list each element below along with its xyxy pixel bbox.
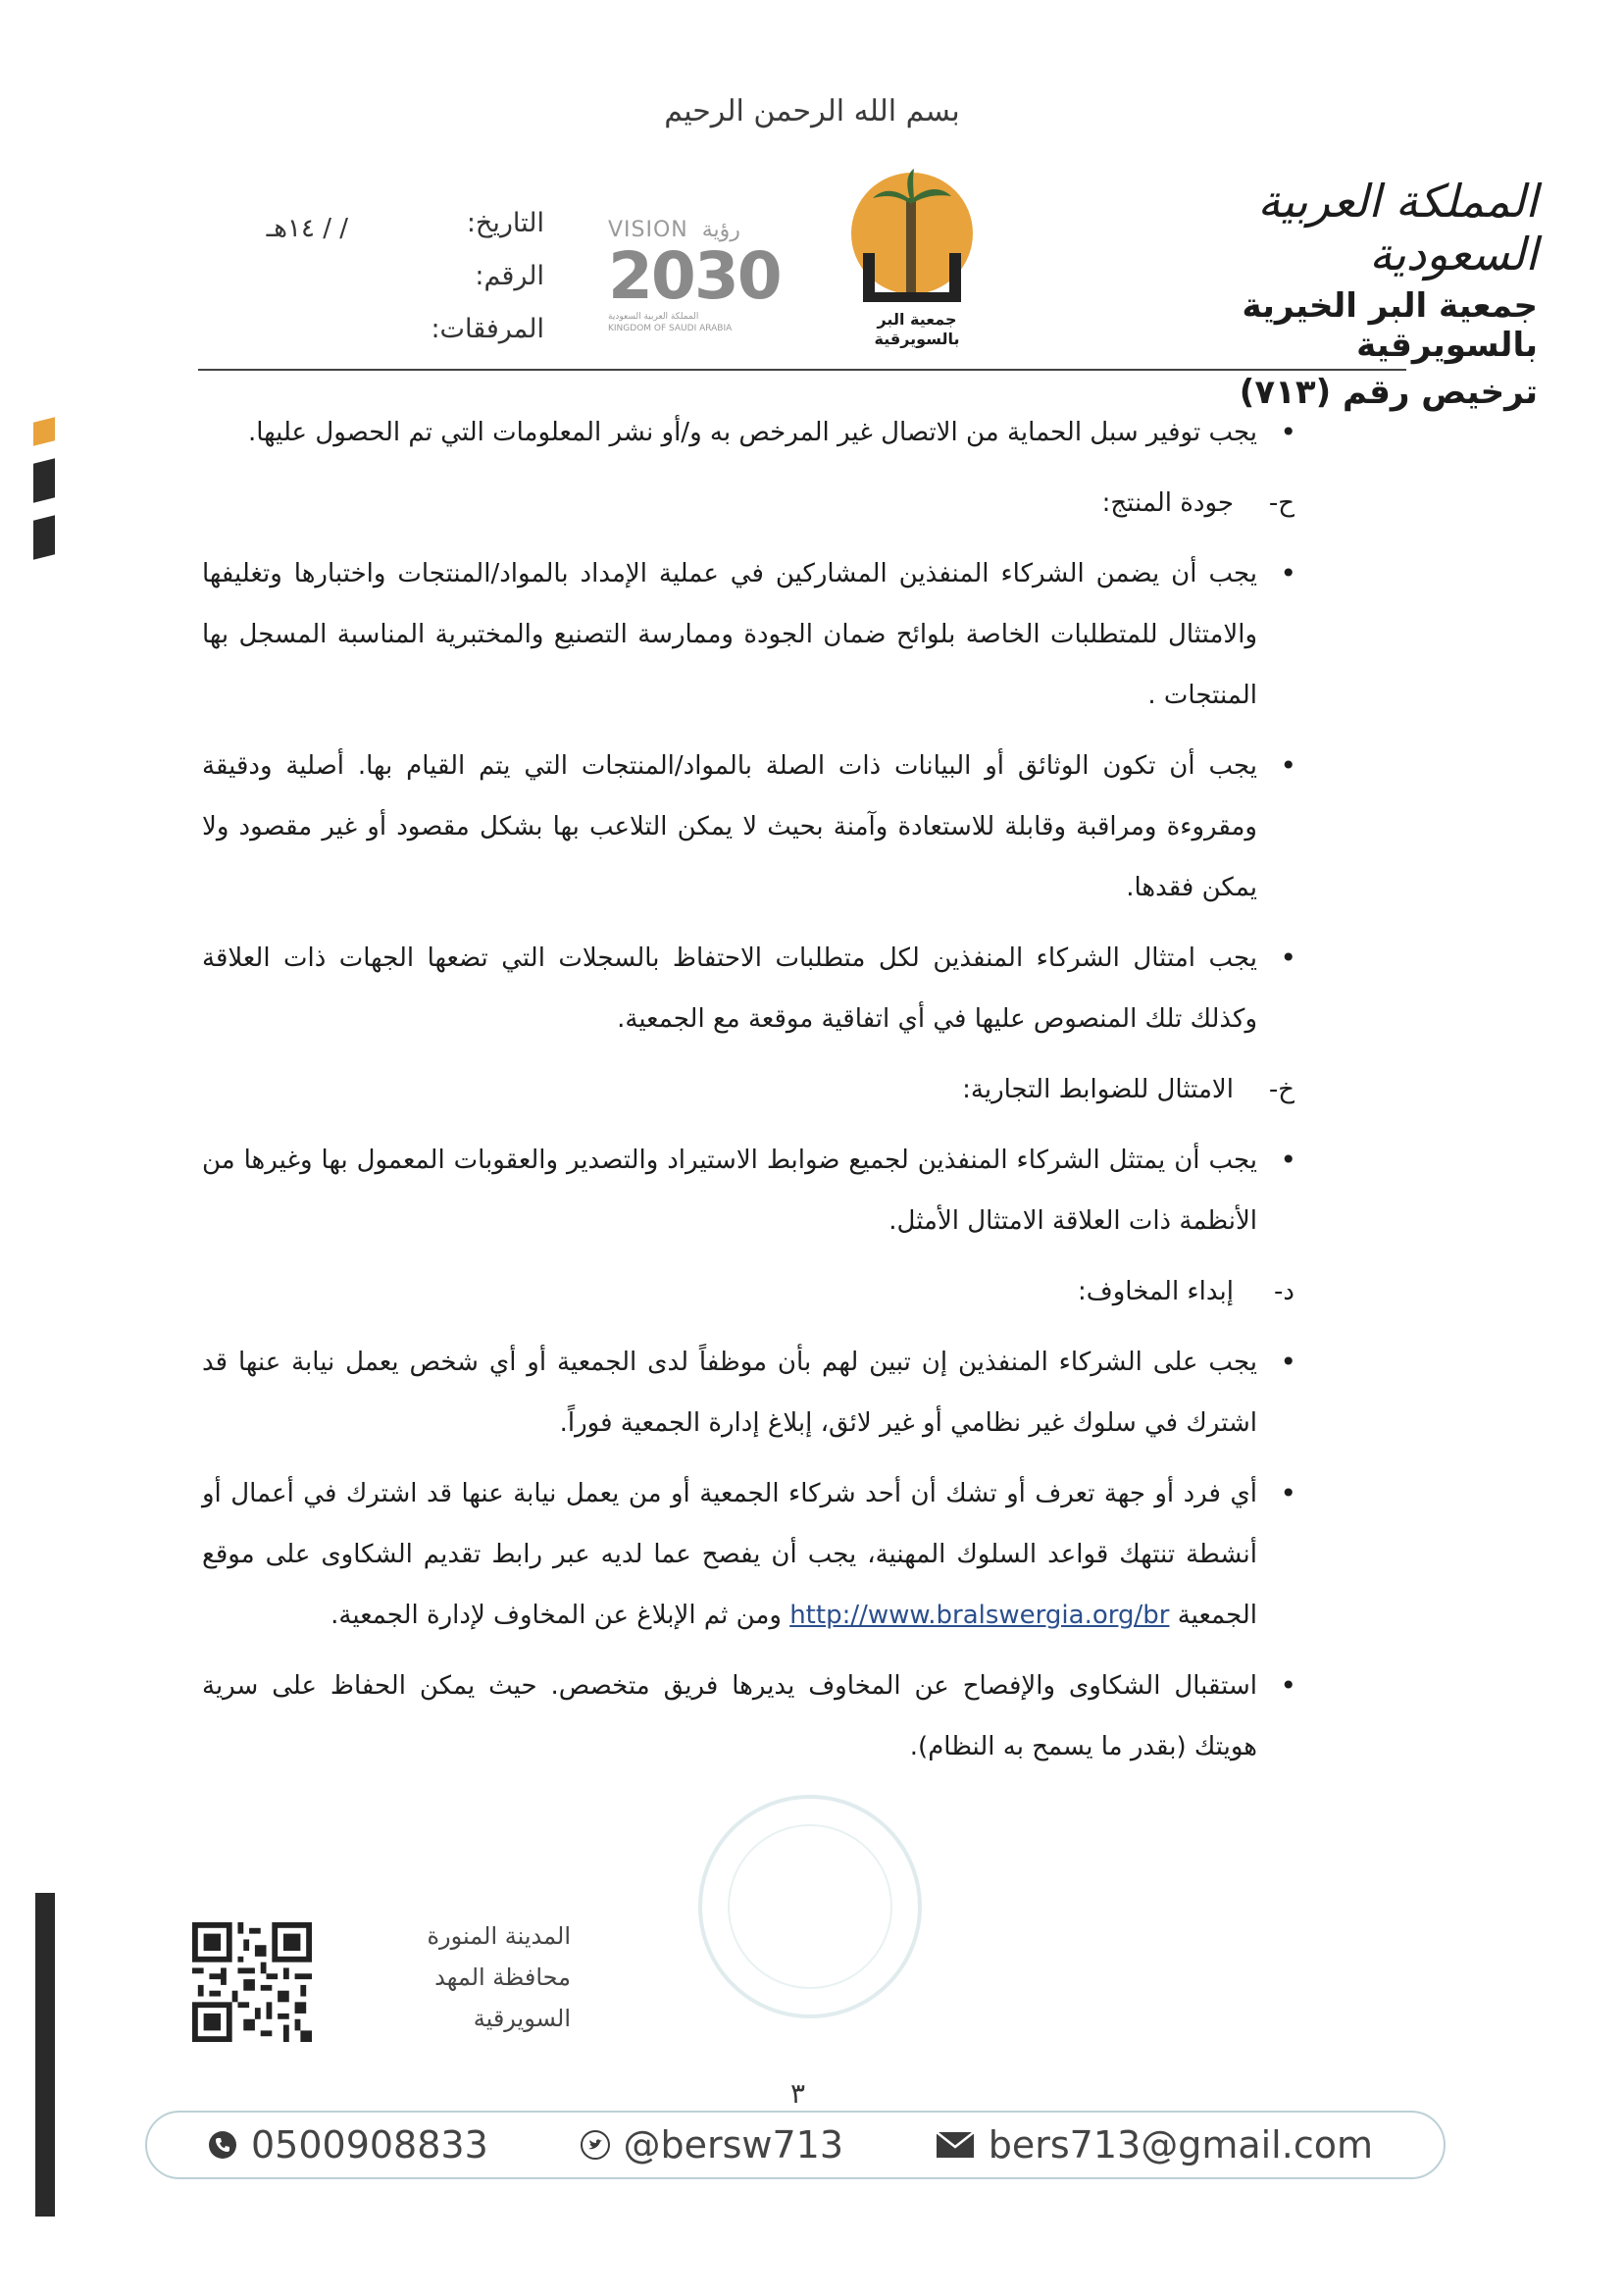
contact-bar xyxy=(145,2111,1446,2179)
page-number: ٣ xyxy=(790,2077,806,2110)
date-value: / / ١٤هـ xyxy=(266,214,348,243)
section-heading-quality xyxy=(202,473,1300,534)
email-address: bers713@gmail.com xyxy=(988,2123,1373,2167)
twitter-handle: @bersw713 xyxy=(623,2123,844,2167)
bullet-report-misconduct: • يجب على الشركاء المنفذين إن تبين لهم بأن موظفاً لدى الجمعية أو أي شخص يعمل نيابة عنها قد اشترك في سلوك غير نظامي أو غير لائق، إبلاغ إدارة الجمعية فوراً. xyxy=(202,1332,1300,1453)
vision-year: 2030 xyxy=(608,238,781,314)
section-letter: خ- xyxy=(1268,1075,1294,1104)
address-village: السويرقية xyxy=(473,2005,571,2032)
vision-label-ar: رؤية xyxy=(701,218,740,242)
section-title: جودة المنتج: xyxy=(1101,488,1234,518)
phone-icon xyxy=(208,2130,237,2160)
attachments-label: المرفقات: xyxy=(431,314,544,344)
vision-label-en: VISION xyxy=(608,218,688,242)
basmala: بسم الله الرحمن الرحيم xyxy=(664,94,960,128)
logo-caption: جمعية البر بالسويرقية xyxy=(874,310,960,348)
twitter-icon xyxy=(581,2130,610,2160)
phone-number: 0500908833 xyxy=(251,2123,488,2167)
vision-sub-en: KINGDOM OF SAUDI ARABIA xyxy=(608,324,733,333)
contact-email[interactable] xyxy=(936,2123,1373,2167)
bullet-complaints-link xyxy=(202,1463,1300,1646)
address-governorate: محافظة المهد xyxy=(434,1963,571,1991)
complaints-text-2: ومن ثم الإبلاغ عن المخاوف لإدارة الجمعية. xyxy=(330,1601,782,1630)
org-logo xyxy=(849,165,985,349)
bullet-documents: • يجب أن تكون الوثائق أو البيانات ذات الصلة بالمواد/المنتجات التي يتم القيام بها. أصلية ودقيقة ومقروءة ومراقبة وقابلة للاستعادة وآمنة بحيث لا يمكن التلاعب بها بشكل مقصود أو غير مقصود ولا يمكن فقدها. xyxy=(202,736,1300,918)
bullet-quality-assurance: • يجب أن يضمن الشركاء المنفذين المشاركين في عملية الإمداد بالمواد/المنتجات واختبارها وتغليفها والامتثال للمتطلبات الخاصة بلوائح ضمان الجودة وممارسة التصنيع والمختبرية المناسبة المسجل بها المنتجات . xyxy=(202,543,1300,726)
section-title: إبداء المخاوف: xyxy=(1078,1277,1234,1306)
org-header xyxy=(1077,175,1538,412)
document-body xyxy=(202,402,1300,1787)
complaints-text-1: أي فرد أو جهة تعرف أو تشك أن أحد شركاء الجمعية أو من يعمل نيابة عنها قد اشترك في أعمال أو أنشطة تنتهك قواعد السلوك المهنية، يجب أن يفصح عما لديه عبر رابط تقديم الشكاوى على موقع الجمعية xyxy=(202,1479,1257,1630)
org-name: جمعية البر الخيرية بالسويرقية xyxy=(1242,286,1538,365)
vision-sub-ar: المملكة العربية السعودية xyxy=(608,312,699,322)
number-label: الرقم: xyxy=(475,261,544,291)
bullet-confidentiality: • استقبال الشكاوى والإفصاح عن المخاوف يديرها فريق متخصص. حيث يمكن الحفاظ على سرية هويتك (بقدر ما يسمح به النظام). xyxy=(202,1656,1300,1777)
section-heading-trade xyxy=(202,1059,1300,1120)
mail-icon xyxy=(936,2131,975,2159)
section-heading-concerns xyxy=(202,1261,1300,1322)
section-letter: ح- xyxy=(1268,488,1294,518)
license-number: ترخيص رقم (٧١٣) xyxy=(1239,373,1538,412)
palm-logo-icon xyxy=(849,165,985,312)
address-city: المدينة المنورة xyxy=(427,1922,571,1950)
edge-stripe-dark xyxy=(35,1893,55,2217)
bullet-trade-controls: • يجب أن يمتثل الشركاء المنفذين لجميع ضوابط الاستيراد والتصدير والعقوبات المعمول بها وغيرها من الأنظمة ذات العلاقة الامتثال الأمثل. xyxy=(202,1130,1300,1251)
qr-code-icon xyxy=(192,1922,312,2042)
address-block xyxy=(324,1922,571,2046)
section-title: الامتثال للضوابط التجارية: xyxy=(962,1075,1234,1104)
bullet-protection: • يجب توفير سبل الحماية من الاتصال غير المرخص به و/أو نشر المعلومات التي تم الحصول عليها. xyxy=(202,402,1300,463)
date-label: التاريخ: xyxy=(466,208,544,238)
vision-2030-logo xyxy=(608,218,804,355)
edge-stripe-dark xyxy=(33,458,55,502)
edge-stripe-dark xyxy=(33,515,55,559)
kingdom-title: المملكة العربية السعودية xyxy=(1257,175,1538,280)
section-letter: د- xyxy=(1274,1277,1294,1306)
contact-phone[interactable] xyxy=(208,2123,488,2167)
complaints-link[interactable]: http://www.bralswergia.org/br xyxy=(789,1601,1170,1630)
header-divider xyxy=(198,369,1406,371)
edge-stripe-orange xyxy=(33,417,55,445)
bullet-records: • يجب امتثال الشركاء المنفذين لكل متطلبات الاحتفاظ بالسجلات التي تضعها الجهات ذات العلاقة وكذلك تلك المنصوص عليها في أي اتفاقية موقعة مع الجمعية. xyxy=(202,928,1300,1049)
official-stamp xyxy=(698,1795,922,2018)
contact-twitter[interactable] xyxy=(581,2123,844,2167)
